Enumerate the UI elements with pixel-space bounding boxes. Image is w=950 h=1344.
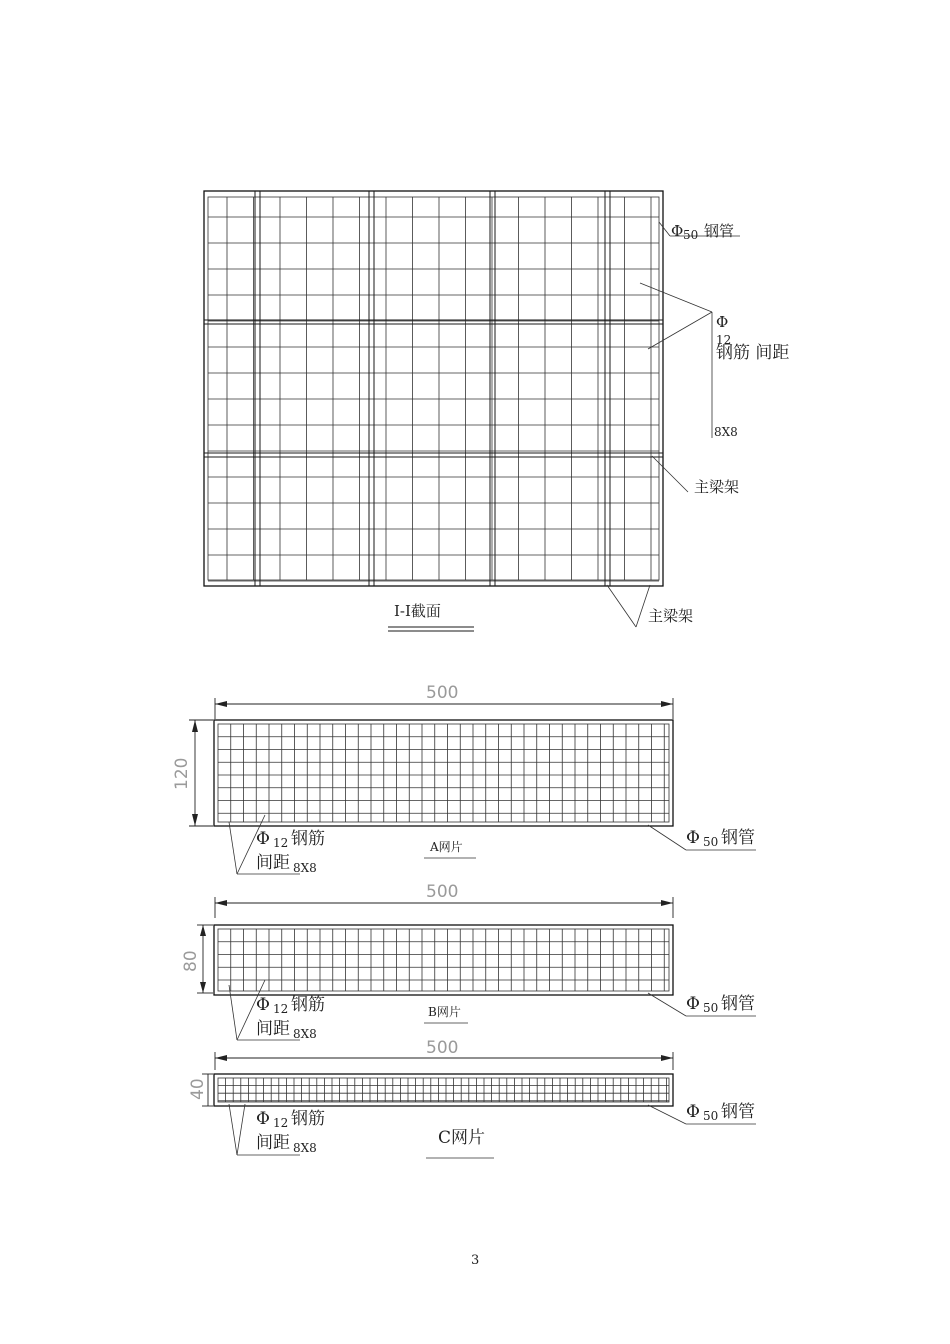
panel-c-pipe-size: 50	[703, 1109, 719, 1123]
panel-b	[181, 882, 756, 1041]
panel-b-pipe-phi: Φ	[686, 994, 700, 1014]
panel-a-pipe-size: 50	[703, 835, 719, 849]
panel-c-spacing-value: 8X8	[293, 1141, 317, 1155]
section-pipe-label: 钢管	[704, 222, 735, 240]
panel-c-rebar-size: 12	[273, 1116, 289, 1130]
main-beam-label-right: 主梁架	[694, 478, 740, 496]
panel-c-rebar-grid	[214, 1074, 673, 1106]
panel-b-pipe-size: 50	[703, 1001, 719, 1015]
panel-a	[172, 683, 756, 875]
panel-b-height-dim: 80	[181, 950, 201, 972]
panel-a-width-dim: 500	[426, 683, 459, 703]
panel-a-spacing-label: 间距	[256, 853, 290, 873]
panel-a-pipe-label: 钢管	[721, 828, 755, 848]
panel-a-title: A网片	[430, 840, 463, 854]
section-inner-pipe	[208, 197, 659, 580]
section-outer-pipe	[204, 191, 663, 586]
section-pipe-size: 50	[683, 228, 699, 242]
panel-b-rebar-phi: Φ	[256, 995, 270, 1015]
panel-c-pipe-phi: Φ	[686, 1102, 700, 1122]
main-beam-label-bottom: 主梁架	[648, 607, 694, 625]
section-title: I-I截面	[394, 602, 441, 620]
panel-c-spacing-label: 间距	[256, 1133, 290, 1153]
panel-inner-pipe	[218, 1078, 669, 1102]
panel-c-rebar-phi: Φ	[256, 1109, 270, 1129]
panel-c-pipe-label: 钢管	[721, 1102, 755, 1122]
panel-b-spacing-value: 8X8	[293, 1027, 317, 1041]
section-rebar-grid	[208, 197, 659, 581]
panel-a-rebar-label: 钢筋	[291, 829, 325, 849]
section-rebar-spacing: 8X8	[714, 425, 738, 439]
panel-b-spacing-label: 间距	[256, 1019, 290, 1039]
panel-inner-pipe	[218, 724, 669, 822]
panel-a-pipe-phi: Φ	[686, 828, 700, 848]
page-number: 3	[471, 1253, 480, 1268]
section-rebar-phi: Φ	[716, 313, 729, 331]
panel-outer-pipe	[214, 720, 673, 826]
panel-a-rebar-phi: Φ	[256, 829, 270, 849]
panel-c-rebar-label: 钢筋	[291, 1109, 325, 1129]
panel-a-rebar-grid	[214, 720, 673, 826]
panel-c-width-dim: 500	[426, 1038, 459, 1058]
panel-c-height-dim: 40	[188, 1078, 208, 1100]
panel-b-rebar-label: 钢筋	[291, 995, 325, 1015]
panel-c-title: C网片	[438, 1128, 486, 1148]
panel-b-rebar-size: 12	[273, 1002, 289, 1016]
panel-a-height-dim: 120	[172, 757, 192, 790]
panel-b-width-dim: 500	[426, 882, 459, 902]
panel-b-pipe-label: 钢管	[721, 994, 755, 1014]
panel-b-rebar-grid	[214, 925, 673, 995]
section-rebar-size: 12	[716, 333, 732, 347]
panel-c	[188, 1038, 756, 1158]
section-rebar-label: 钢筋 间距	[716, 343, 790, 363]
panel-inner-pipe	[218, 929, 669, 991]
section-steel-frame	[204, 191, 663, 586]
panel-b-title: B网片	[428, 1005, 461, 1019]
section-pipe-phi: Φ	[671, 222, 684, 240]
section-view	[204, 191, 789, 631]
panel-outer-pipe	[214, 925, 673, 995]
panel-a-spacing-value: 8X8	[293, 861, 317, 875]
panel-a-rebar-size: 12	[273, 836, 289, 850]
